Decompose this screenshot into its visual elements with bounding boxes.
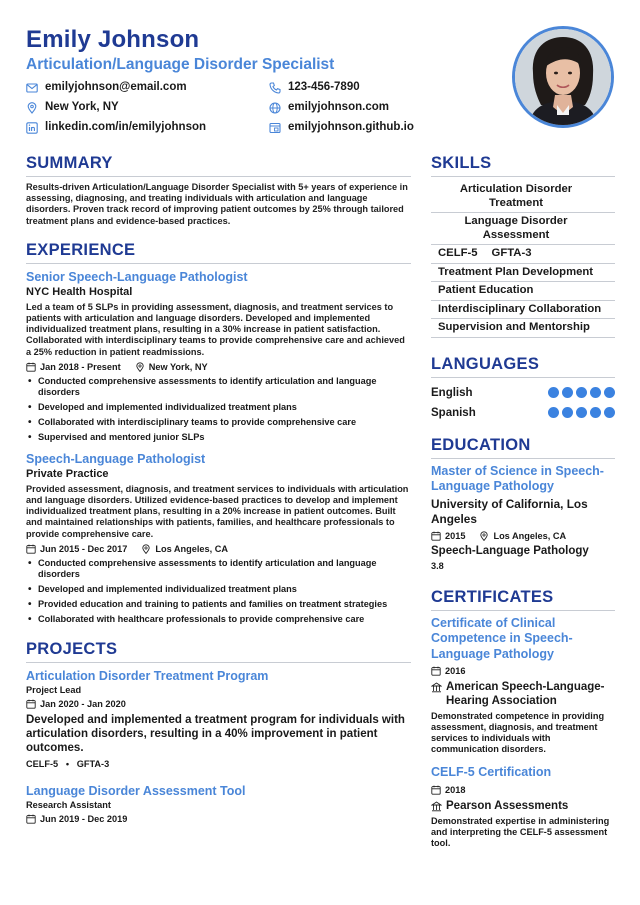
certificate-org-name: Pearson Assessments xyxy=(446,799,569,812)
project-role: Project Lead xyxy=(26,684,82,695)
level-dot xyxy=(590,387,601,398)
job-company: NYC Health Hospital xyxy=(26,285,133,298)
list-item: • Collaborated with healthcare professionals to provide comprehensive care xyxy=(26,614,411,625)
job-title: Speech-Language Pathologist xyxy=(26,451,206,466)
certificate-entry xyxy=(431,765,615,849)
contact-info xyxy=(26,79,496,136)
list-item: • Developed and implemented individualized treatment plans xyxy=(26,584,411,595)
profile-photo xyxy=(512,26,614,128)
calendar-icon xyxy=(26,699,36,709)
calendar-icon xyxy=(431,785,441,795)
certificate-title: Certificate of Clinical Competence in Speech-Language Pathology xyxy=(431,615,573,661)
main-column xyxy=(26,153,411,826)
list-item: • Collaborated with interdisciplinary teams to provide comprehensive care xyxy=(26,417,411,428)
project-description: Developed and implemented a treatment program for individuals with articulation disorders, resulting in a 40% improvement in patient outcomes. xyxy=(26,713,405,754)
certificates-heading: CERTIFICATES xyxy=(431,587,615,611)
level-dot xyxy=(590,407,601,418)
job-description: Provided assessment, diagnosis, and treatment services to individuals with articulation and language disorders. Utilized evidence-based practices to develop and implement individualized treatment plans, resulting in a 20% increase in patient outcomes. Built and maintained relationships with patients, families, and healthcare professionals to provide comprehensive care. xyxy=(26,483,409,539)
level-dot xyxy=(576,407,587,418)
calendar-icon xyxy=(26,362,36,372)
language-level-dots xyxy=(548,407,615,418)
level-dot xyxy=(562,407,573,418)
summary-heading: SUMMARY xyxy=(26,153,411,177)
skill-row xyxy=(431,282,615,301)
job-meta xyxy=(26,542,411,556)
education-degree: Master of Science in Speech-Language Pathology xyxy=(431,463,604,493)
location-pin-icon xyxy=(26,102,38,114)
certificate-year: 2016 xyxy=(445,666,466,676)
certificate-org-name: American Speech-Language-Hearing Association xyxy=(446,681,605,707)
level-dot xyxy=(604,407,615,418)
certificate-title: CELF-5 Certification xyxy=(431,765,552,779)
candidate-name: Emily Johnson xyxy=(26,26,200,53)
education-location: Los Angeles, CA xyxy=(493,530,567,541)
job-entry xyxy=(26,451,411,625)
summary-text: Results-driven Articulation/Language Disorder Specialist with 5+ years of experience in assessing, diagnosing, and treating individuals with articulation and language disorders. Proven track record of improving patient outcomes by 25% through tailored treatment plans and evidence-based practices. xyxy=(26,182,408,226)
mail-icon xyxy=(26,82,38,94)
language-level-dots xyxy=(548,387,615,398)
project-tags xyxy=(26,758,411,771)
level-dot xyxy=(548,387,559,398)
skill-tag: Treatment Plan Development xyxy=(438,265,594,278)
location-text: New York, NY xyxy=(45,101,119,113)
skill-tag: CELF-5 xyxy=(438,247,478,259)
education-entry xyxy=(431,464,615,573)
skill-row xyxy=(431,181,615,213)
skill-row xyxy=(431,301,615,320)
building-icon xyxy=(431,682,442,693)
project-entry xyxy=(26,668,411,771)
project-entry xyxy=(26,783,411,826)
contact-phone[interactable] xyxy=(269,79,489,96)
skill-row xyxy=(431,213,615,245)
contact-location xyxy=(26,99,269,116)
education-school: University of California, Los Angeles xyxy=(431,496,588,526)
language-row xyxy=(431,403,615,423)
education-heading: EDUCATION xyxy=(431,435,615,459)
skill-tag: GFTA-3 xyxy=(491,247,532,259)
resume-header xyxy=(26,26,496,136)
calendar-icon xyxy=(26,814,36,824)
project-tag: CELF-5 xyxy=(26,758,59,769)
certificate-meta xyxy=(431,664,615,678)
level-dot xyxy=(548,407,559,418)
job-bullets xyxy=(26,376,411,443)
project-meta xyxy=(26,812,411,826)
project-dates: Jan 2020 - Jan 2020 xyxy=(40,698,126,709)
list-item: • Conducted comprehensive assessments to identify articulation and language disorders xyxy=(26,558,411,580)
certificate-entry xyxy=(431,616,615,756)
certificate-description: Demonstrated expertise in administering and interpreting the CELF-5 assessment tool. xyxy=(431,815,610,848)
contact-website[interactable] xyxy=(269,99,489,116)
github-text: emilyjohnson.github.io xyxy=(288,121,414,133)
list-item: • Provided education and training to patients and families on treatment strategies xyxy=(26,599,411,610)
job-location: Los Angeles, CA xyxy=(155,543,229,554)
level-dot xyxy=(576,387,587,398)
job-location: New York, NY xyxy=(148,361,208,372)
globe-icon xyxy=(269,102,281,114)
job-company: Private Practice xyxy=(26,467,109,480)
location-pin-icon xyxy=(135,362,145,372)
language-name: Spanish xyxy=(431,406,476,419)
browser-window-icon xyxy=(269,122,281,134)
list-item: • Supervised and mentored junior SLPs xyxy=(26,432,411,443)
skill-row xyxy=(431,319,615,338)
phone-icon xyxy=(269,82,281,94)
skill-tag: Language Disorder Assessment xyxy=(464,215,568,241)
job-description: Led a team of 5 SLPs in providing assessment, diagnosis, and treatment services to patients with articulation and language disorders. Developed and implemented individualized treatment plans, resulting in a 30% increase in patient satisfaction. Collaborated with interdisciplinary teams to provide comprehensive care and achieved a 25% reduction in patient readmissions. xyxy=(26,301,405,357)
job-bullets xyxy=(26,558,411,625)
certificate-description: Demonstrated competence in providing assessment, diagnosis, and treatment services to individuals with communication disorders. xyxy=(431,711,605,754)
certificate-meta xyxy=(431,783,615,797)
projects-heading: PROJECTS xyxy=(26,639,411,663)
job-dates: Jun 2015 - Dec 2017 xyxy=(40,543,128,554)
job-title: Senior Speech-Language Pathologist xyxy=(26,269,248,284)
skill-row xyxy=(431,264,615,283)
candidate-title: Articulation/Language Disorder Specialist xyxy=(26,56,335,73)
location-pin-icon xyxy=(479,531,489,541)
project-title: Language Disorder Assessment Tool xyxy=(26,783,246,798)
job-dates: Jan 2018 - Present xyxy=(40,361,121,372)
language-row xyxy=(431,383,615,403)
contact-github[interactable] xyxy=(269,119,489,136)
certificate-year: 2018 xyxy=(445,784,466,795)
job-meta xyxy=(26,360,411,374)
project-tag: GFTA-3 xyxy=(76,758,110,769)
contact-email[interactable] xyxy=(26,79,269,96)
level-dot xyxy=(604,387,615,398)
project-title: Articulation Disorder Treatment Program xyxy=(26,668,269,683)
level-dot xyxy=(562,387,573,398)
list-item: • Conducted comprehensive assessments to identify articulation and language disorders xyxy=(26,376,411,398)
language-name: English xyxy=(431,386,473,399)
contact-linkedin[interactable] xyxy=(26,119,269,136)
email-text: emilyjohnson@email.com xyxy=(45,81,187,93)
linkedin-icon xyxy=(26,122,38,134)
project-role: Research Assistant xyxy=(26,799,111,810)
location-pin-icon xyxy=(141,544,151,554)
education-field: Speech-Language Pathology xyxy=(431,544,589,557)
list-item: • Developed and implemented individualized treatment plans xyxy=(26,402,411,413)
experience-heading: EXPERIENCE xyxy=(26,240,411,264)
skill-tag: Patient Education xyxy=(438,284,534,296)
skills-heading: SKILLS xyxy=(431,153,615,177)
education-year: 2015 xyxy=(445,530,466,541)
education-meta xyxy=(431,529,615,543)
skill-tag: Interdisciplinary Collaboration xyxy=(438,302,602,315)
skills-list xyxy=(431,181,615,338)
calendar-icon xyxy=(26,544,36,554)
languages-heading: LANGUAGES xyxy=(431,354,615,378)
project-meta xyxy=(26,697,411,711)
tag-separator: • xyxy=(60,758,75,769)
skill-tag: Supervision and Mentorship xyxy=(438,321,590,333)
certificate-org xyxy=(431,799,615,813)
linkedin-text: linkedin.com/in/emilyjohnson xyxy=(45,121,207,133)
phone-text: 123-456-7890 xyxy=(288,81,360,93)
certificate-org xyxy=(431,680,615,708)
project-dates: Jun 2019 - Dec 2019 xyxy=(40,813,128,824)
skill-tag: Articulation Disorder Treatment xyxy=(459,183,573,209)
sidebar-column xyxy=(431,153,615,849)
calendar-icon xyxy=(431,666,441,676)
website-text: emilyjohnson.com xyxy=(288,101,389,113)
education-gpa: 3.8 xyxy=(431,560,444,571)
job-entry xyxy=(26,269,411,443)
calendar-icon xyxy=(431,531,441,541)
building-icon xyxy=(431,801,442,812)
skill-row xyxy=(431,245,615,264)
